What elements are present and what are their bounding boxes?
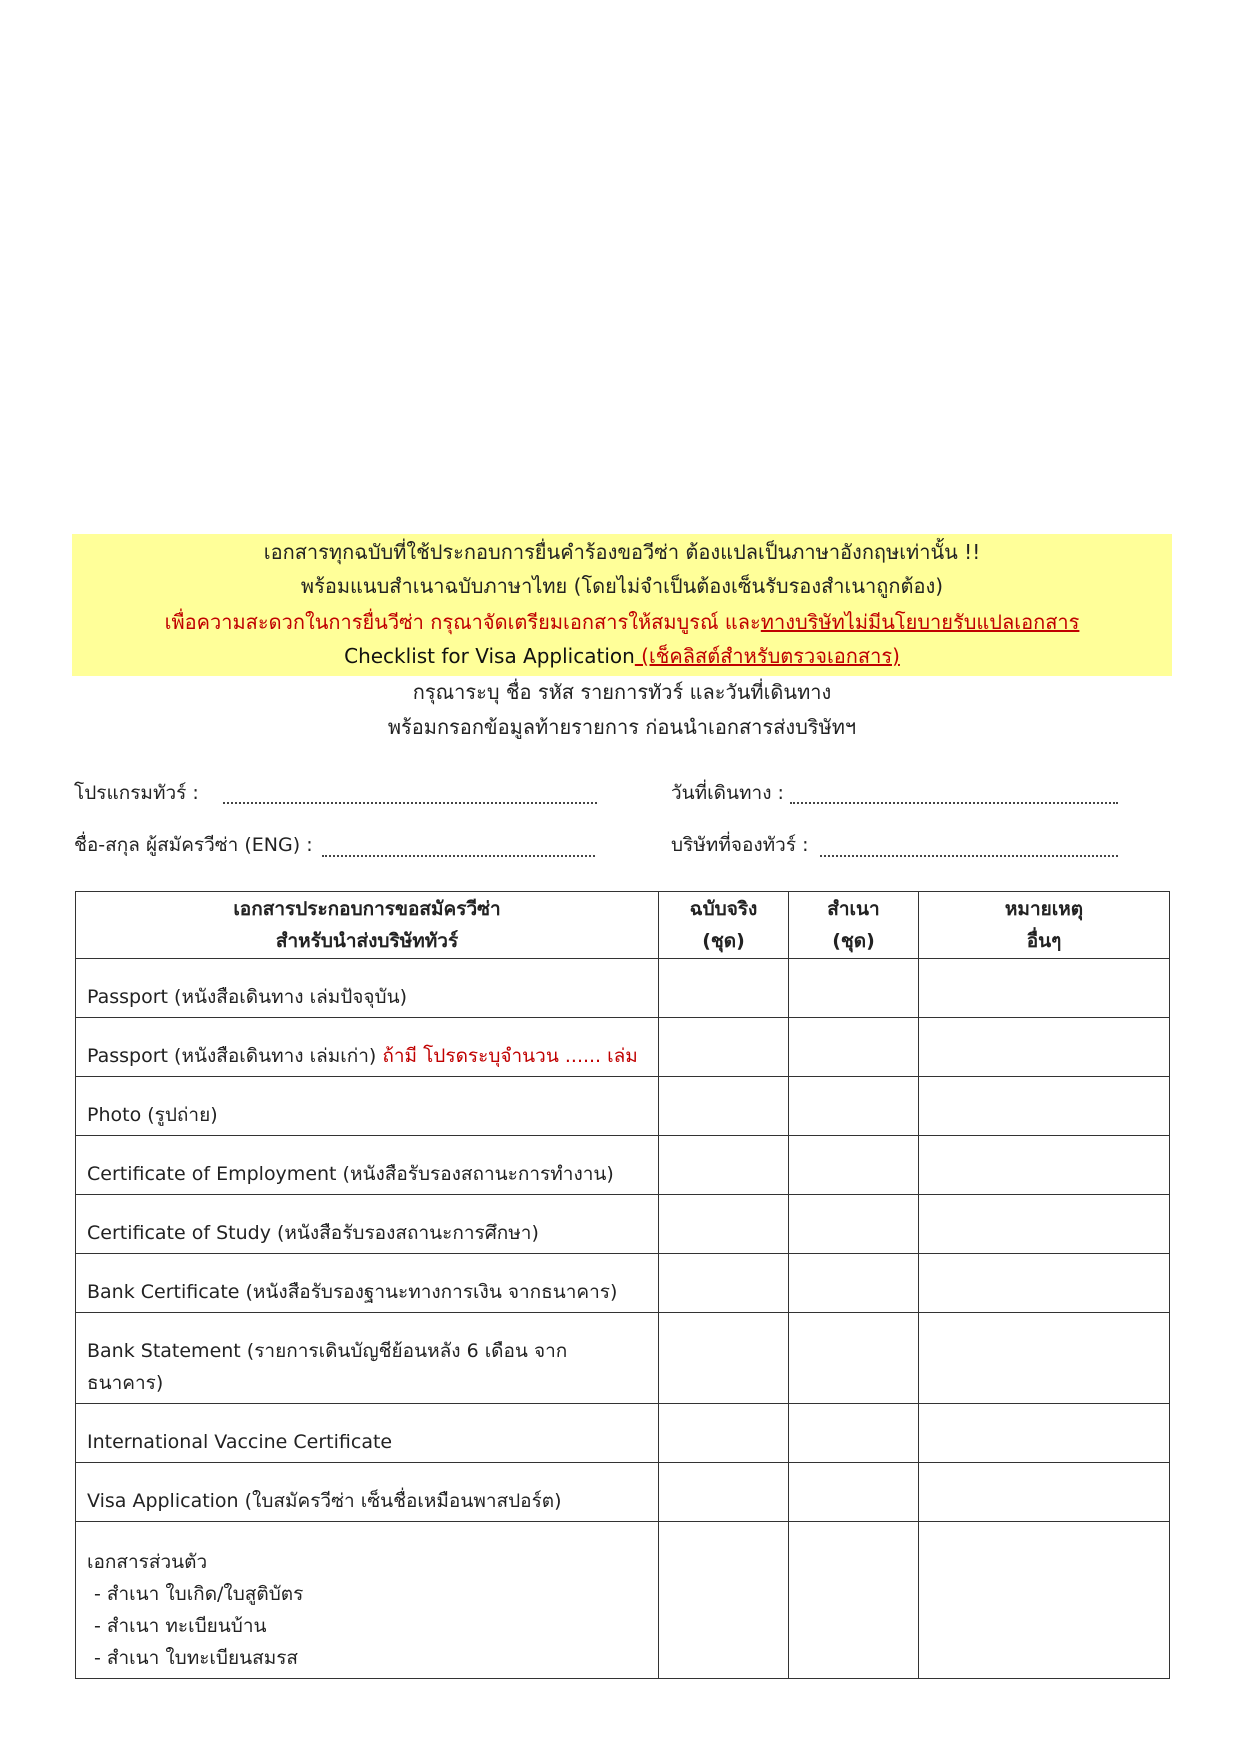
- personal-doc-marriage-certificate: - สำเนา ใบทะเบียนสมรส: [94, 1647, 299, 1669]
- remark-cell[interactable]: [919, 1018, 1170, 1077]
- table-row: [76, 1313, 1170, 1404]
- header-documents: [76, 892, 659, 959]
- doc-personal-documents: [76, 1522, 659, 1679]
- travel-date-label: วันที่เดินทาง :: [671, 782, 784, 804]
- table-row: [76, 1136, 1170, 1195]
- table-header-row: [76, 892, 1170, 959]
- copy-count-cell[interactable]: [789, 959, 919, 1018]
- checklist-title-en: Checklist for Visa Application: [344, 644, 635, 668]
- copy-count-cell[interactable]: [789, 1313, 919, 1404]
- notice-translation-required: เอกสารทุกฉบับที่ใช้ประกอบการยื่นคำร้องขอวีซ่า ต้องแปลเป็นภาษาอังกฤษเท่านั้น !!: [263, 540, 981, 564]
- copy-count-cell[interactable]: [789, 1018, 919, 1077]
- copy-count-cell[interactable]: [789, 1195, 919, 1254]
- applicant-name-label: ชื่อ-สกุล ผู้สมัครวีซ่า (ENG) :: [74, 834, 313, 856]
- company-label: บริษัทที่จองทัวร์ :: [671, 834, 809, 856]
- header-remark-line1: หมายเหตุ: [1004, 898, 1084, 920]
- table-row: [76, 1077, 1170, 1136]
- notice-prepare-documents: [72, 607, 1172, 637]
- header-copy-line2: (ชุด): [832, 930, 875, 952]
- table-row: [76, 1195, 1170, 1254]
- doc-photo: Photo (รูปถ่าย): [76, 1077, 659, 1136]
- doc-passport-current: Passport (หนังสือเดินทาง เล่มปัจจุบัน): [76, 959, 659, 1018]
- table-row: [76, 1018, 1170, 1077]
- header-documents-line1: เอกสารประกอบการขอสมัครวีซ่า: [233, 898, 501, 920]
- remark-cell[interactable]: [919, 1077, 1170, 1136]
- copy-count-cell[interactable]: [789, 1254, 919, 1313]
- remark-cell[interactable]: [919, 1195, 1170, 1254]
- notice-no-translation-policy: ทางบริษัทไม่มีนโยบายรับแปลเอกสาร: [760, 610, 1080, 634]
- remark-cell[interactable]: [919, 959, 1170, 1018]
- company-field[interactable]: [820, 855, 1118, 857]
- doc-bank-certificate: Bank Certificate (หนังสือรับรองฐานะทางการเงิน จากธนาคาร): [76, 1254, 659, 1313]
- applicant-name-field[interactable]: [322, 855, 595, 857]
- original-count-cell[interactable]: [659, 1195, 789, 1254]
- table-row: [76, 1404, 1170, 1463]
- copy-count-cell[interactable]: [789, 1077, 919, 1136]
- personal-doc-house-registration: - สำเนา ทะเบียนบ้าน: [94, 1615, 267, 1637]
- instruction-fill-info: พร้อมกรอกข้อมูลท้ายรายการ ก่อนนำเอกสารส่งบริษัทฯ: [387, 715, 857, 739]
- header-remark-line2: อื่นๆ: [1026, 930, 1062, 952]
- original-count-cell[interactable]: [659, 1404, 789, 1463]
- remark-cell[interactable]: [919, 1463, 1170, 1522]
- copy-count-cell[interactable]: [789, 1522, 919, 1679]
- doc-vaccine-certificate: International Vaccine Certificate: [76, 1404, 659, 1463]
- document-checklist-table: [75, 891, 1170, 1679]
- table-row: [76, 959, 1170, 1018]
- copy-count-cell[interactable]: [789, 1463, 919, 1522]
- copy-count-cell[interactable]: [789, 1404, 919, 1463]
- checklist-title: [72, 641, 1172, 671]
- header-original-line1: ฉบับจริง: [689, 898, 758, 920]
- header-copy-line1: สำเนา: [827, 898, 880, 920]
- remark-cell[interactable]: [919, 1136, 1170, 1195]
- table-row: [76, 1463, 1170, 1522]
- notice-prepare-text: เพื่อความสะดวกในการยื่นวีซ่า กรุณาจัดเตรียมเอกสารให้สมบูรณ์ และ: [164, 610, 761, 634]
- doc-visa-application: Visa Application (ใบสมัครวีซ่า เซ็นชื่อเหมือนพาสปอร์ต): [76, 1463, 659, 1522]
- remark-cell[interactable]: [919, 1254, 1170, 1313]
- original-count-cell[interactable]: [659, 1018, 789, 1077]
- program-field[interactable]: [223, 802, 597, 804]
- checklist-title-th: (เช็คลิสต์สำหรับตรวจเอกสาร): [634, 644, 900, 668]
- copy-count-cell[interactable]: [789, 1136, 919, 1195]
- original-count-cell[interactable]: [659, 1463, 789, 1522]
- header-documents-line2: สำหรับนำส่งบริษัททัวร์: [275, 930, 459, 952]
- table-row: [76, 1254, 1170, 1313]
- program-label: โปรแกรมทัวร์ :: [74, 782, 199, 804]
- table-row: [76, 1522, 1170, 1679]
- original-count-cell[interactable]: [659, 959, 789, 1018]
- personal-documents-label: เอกสารส่วนตัว: [87, 1551, 208, 1573]
- remark-cell[interactable]: [919, 1313, 1170, 1404]
- header-copy: [789, 892, 919, 959]
- doc-certificate-study: Certificate of Study (หนังสือรับรองสถานะการศึกษา): [76, 1195, 659, 1254]
- doc-passport-old-label: Passport (หนังสือเดินทาง เล่มเก่า): [87, 1045, 383, 1067]
- travel-date-field[interactable]: [790, 802, 1118, 804]
- header-original: [659, 892, 789, 959]
- original-count-cell[interactable]: [659, 1254, 789, 1313]
- remark-cell[interactable]: [919, 1404, 1170, 1463]
- doc-certificate-employment: Certificate of Employment (หนังสือรับรองสถานะการทำงาน): [76, 1136, 659, 1195]
- remark-cell[interactable]: [919, 1522, 1170, 1679]
- passport-old-count-note: ถ้ามี โปรดระบุจำนวน ...... เล่ม: [382, 1045, 638, 1067]
- original-count-cell[interactable]: [659, 1522, 789, 1679]
- original-count-cell[interactable]: [659, 1077, 789, 1136]
- original-count-cell[interactable]: [659, 1136, 789, 1195]
- instruction-specify-details: กรุณาระบุ ชื่อ รหัส รายการทัวร์ และวันที่เดินทาง: [412, 680, 832, 704]
- personal-doc-birth-certificate: - สำเนา ใบเกิด/ใบสูติบัตร: [94, 1583, 304, 1605]
- doc-passport-old: [76, 1018, 659, 1077]
- header-remark: [919, 892, 1170, 959]
- header-original-line2: (ชุด): [702, 930, 745, 952]
- notice-attach-thai-copy: พร้อมแนบสำเนาฉบับภาษาไทย (โดยไม่จำเป็นต้องเซ็นรับรองสำเนาถูกต้อง): [300, 574, 944, 598]
- original-count-cell[interactable]: [659, 1313, 789, 1404]
- doc-bank-statement: Bank Statement (รายการเดินบัญชีย้อนหลัง 6 เดือน จาก ธนาคาร): [76, 1313, 659, 1404]
